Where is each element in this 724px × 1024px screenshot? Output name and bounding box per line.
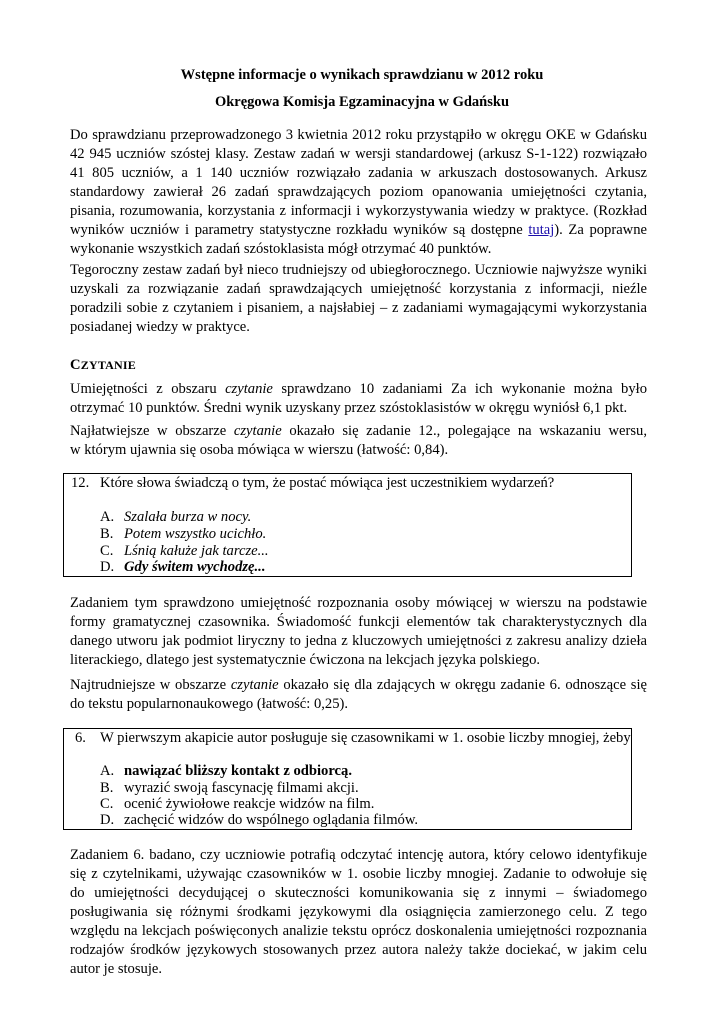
question-number: 12. bbox=[71, 475, 90, 491]
question-text: W pierwszym akapicie autor posługuje się czasownikami w 1. osobie liczby mnogiej, żeby bbox=[100, 730, 631, 746]
text-line: względu na lekcjach poświęconych analizie tekstu oprócz doskonalenia umiejętności rozpoznania bbox=[70, 923, 647, 939]
text-line: do umiejętności decydującej o skuteczności komunikowania się z innymi – świadomego bbox=[70, 885, 647, 901]
intro-paragraph bbox=[70, 126, 647, 259]
text-line: w którym ujawnia się osoba mówiąca w wierszu (łatwość: 0,84). bbox=[70, 442, 449, 458]
answer-option-a: A. Szalała burza w nocy. bbox=[100, 509, 252, 525]
answer-option-a-correct: A. nawiązać bliższy kontakt z odbiorcą. bbox=[100, 763, 352, 779]
text-line: rodzajów środków językowych stosowanych przez autora należy także dociekać, w jakim celu bbox=[70, 942, 647, 958]
text-line: formy gramatycznej czasownika. Świadomość funkcji elementów tak charakterystycznych dla bbox=[70, 614, 647, 630]
answer-option-b: B. wyrazić swoją fascynację filmami akcji. bbox=[100, 780, 359, 796]
text-line: Zadaniem 6. badano, czy uczniowie potrafią odczytać intencję autora, który celowo identyfikuje bbox=[70, 847, 647, 863]
text-line: autor je stosuje. bbox=[70, 961, 163, 977]
section-heading-czytanie: CZYTANIE bbox=[70, 357, 136, 373]
document-title: Wstępne informacje o wynikach sprawdzianu w 2012 roku bbox=[180, 67, 544, 83]
text-line: wykonanie wszystkich zadań szóstoklasista mógł otrzymać 40 punktów. bbox=[70, 241, 492, 257]
text-line: Najłatwiejsze w obszarze czytanie okazało się zadanie 12., polegające na wskazaniu wersu, bbox=[70, 423, 647, 439]
text-line: Tegoroczny zestaw zadań był nieco trudniejszy od ubiegłorocznego. Uczniowie najwyższe wyniki bbox=[70, 262, 647, 278]
text-line: otrzymać 10 punktów. Średni wynik uzyskany przez szóstoklasistów w okręgu wyniósł 6,1 pkt. bbox=[70, 400, 628, 416]
text-line: Najtrudniejsze w obszarze czytanie okazało się dla zdających w okręgu zadanie 6. odnoszące się bbox=[70, 677, 647, 693]
results-link[interactable]: tutaj bbox=[528, 222, 555, 238]
text-line: Do sprawdzianu przeprowadzonego 3 kwietnia 2012 roku przystąpiło w okręgu OKE w Gdańsku bbox=[70, 127, 647, 143]
text-line: uzyskali za rozwiązanie zadań sprawdzających umiejętność korzystania z informacji, nieźle bbox=[70, 281, 647, 297]
document-subtitle: Okręgowa Komisja Egzaminacyjna w Gdańsku bbox=[214, 94, 510, 110]
text-line: 42 945 uczniów szóstej klasy. Zestaw zadań w wersji standardowej (arkusz S-1-122) rozwiązało bbox=[70, 146, 647, 162]
question-12-box bbox=[63, 473, 632, 577]
answer-option-c: C. ocenić żywiołowe reakcje widzów na film. bbox=[100, 796, 375, 812]
text-line: Umiejętności z obszaru czytanie sprawdzano 10 zadaniami Za ich wykonanie można było bbox=[70, 381, 647, 397]
task-6-commentary bbox=[70, 846, 647, 979]
reading-overview-paragraph bbox=[70, 380, 647, 418]
text-line: pisania, rozumowania, korzystania z informacji i wykorzystywania wiedzy w praktyce. (Rozkład bbox=[70, 203, 647, 219]
question-number: 6. bbox=[75, 730, 86, 746]
question-text: Które słowa świadczą o tym, że postać mówiąca jest uczestnikiem wydarzeń? bbox=[100, 475, 555, 491]
text-line: literackiego, dlatego jest systematycznie ćwiczona na lekcjach języka polskiego. bbox=[70, 652, 541, 668]
answer-option-b: B. Potem wszystko ucichło. bbox=[100, 526, 267, 542]
hardest-task-paragraph bbox=[70, 676, 647, 714]
text-line: danego utworu jak podmiot liryczny to jedna z kluczowych umiejętności z zakresu analizy dzieła bbox=[70, 633, 647, 649]
text-line: Zadaniem tym sprawdzono umiejętność rozpoznania osoby mówiącej w wierszu na podstawie bbox=[70, 595, 647, 611]
text-line: do tekstu popularnonaukowego (łatwość: 0,25). bbox=[70, 696, 349, 712]
text-line: wyników uczniów i parametry statystyczne rozkładu wyników są dostępne tutaj). Za poprawne bbox=[70, 222, 647, 238]
text-line: się z czytelnikami, używając czasowników w 1. osobie liczby mnogiej. Zadanie to odwołuje się bbox=[70, 866, 647, 882]
question-6-box bbox=[63, 728, 632, 830]
text-line: 41 805 uczniów, a 1 140 uczniów rozwiązało zadania w arkuszach dostosowanych. Arkusz bbox=[70, 165, 647, 181]
easiest-task-paragraph bbox=[70, 422, 647, 460]
answer-option-d: D. zachęcić widzów do wspólnego oglądania filmów. bbox=[100, 812, 419, 828]
text-line: posiadanej wiedzy w praktyce. bbox=[70, 319, 250, 335]
answer-option-d-correct: D. Gdy świtem wychodzę... bbox=[100, 559, 266, 575]
summary-paragraph bbox=[70, 261, 647, 337]
task-12-commentary bbox=[70, 594, 647, 670]
answer-option-c: C. Lśnią kałuże jak tarcze... bbox=[100, 543, 269, 559]
text-line: standardowy zawierał 26 zadań sprawdzających poziom opanowania umiejętności czytania, bbox=[70, 184, 647, 200]
text-line: posługiwania się różnymi środkami językowymi dla osiągnięcia zamierzonego celu. Z tego bbox=[70, 904, 647, 920]
text-line: poradzili sobie z czytaniem i pisaniem, a najsłabiej – z zadaniami wymagającymi wykorzystania bbox=[70, 300, 647, 316]
